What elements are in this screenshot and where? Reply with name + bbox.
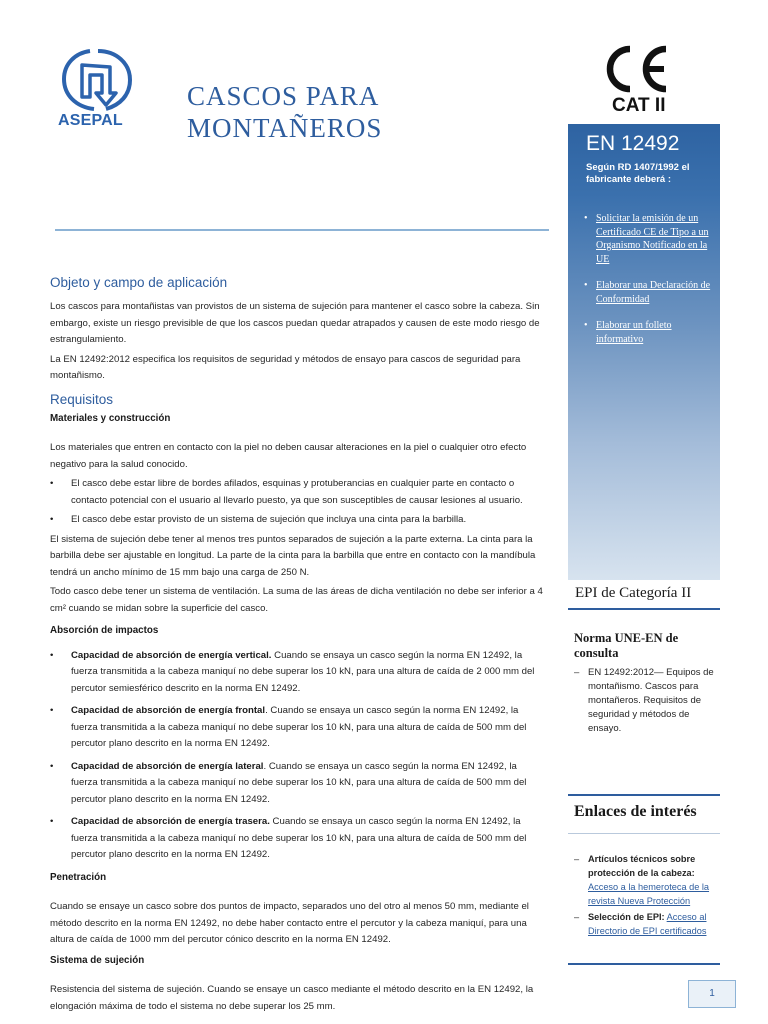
list-item: • El casco debe estar libre de bordes afilados, esquinas y protuberancias en cualquier parte en contacto o contacto potencial con el usuario al llevarlo puesto, ya que son susceptibles de causar lesiones al usuario. [50,476,545,509]
standard-title: EN 12492 [586,132,680,155]
list-item [50,703,545,753]
norma-item: – EN 12492:2012— Equipos de montañismo. Cascos para montañeros. Requisitos de seguridad y métodos de ensayo. [574,666,724,736]
materiales-paragraph-1: Los materiales que entren en contacto con la piel no deben causar alteraciones en la piel o cualquier otro efecto negativo para la salud conocido. [50,442,527,470]
objeto-paragraph-1: Los cascos para montañistas van provistos de un sistema de sujeción para mantener el casco sobre la cabeza. Sin embargo, existe un riesgo previsible de que los cascos puedan quedar atrapados y causen de este modo riesgo de estrangulamiento. [50,301,540,345]
absorcion-heading: Absorción de impactos [50,625,159,636]
title-line-1: CASCOS PARA [187,81,380,111]
penetracion-paragraph: Cuando se ensaye un casco sobre dos puntos de impacto, separados uno del otro al menos 50 mm, mediante el método descrito en la norma EN 12492, no debe haber contacto entre el percutor y la cabeza maniquí, para una altura de caída de 1000 mm del percutor cónico descrito en la norma EN 12492. [50,901,529,945]
sujecion-paragraph: Resistencia del sistema de sujeción. Cuando se ensaye un casco mediante el método descrito en la EN 12492, la elongación máxima de todo el sistema no debe superar los 25 mm. [50,984,534,1012]
obligation-link[interactable]: Solicitar la emisión de un Certificado CE de Tipo a un Organismo Notificado en la UE [596,213,709,265]
enlace-label: Artículos técnicos sobre protección de la cabeza: [588,854,696,878]
obligation-link[interactable]: Elaborar una Declaración de Conformidad [596,280,711,305]
list-item: • El casco debe estar provisto de un sistema de sujeción que incluya una cinta para la barbilla. [50,512,545,529]
bullet-title: Capacidad de absorción de energía lateral [71,760,264,772]
manufacturer-obligations-list [582,212,718,359]
asepal-logo-icon [58,47,138,113]
list-item[interactable] [582,319,718,346]
spacer [50,433,545,440]
list-item [574,910,724,938]
bullet-title: Capacidad de absorción de energía trasera. [71,816,270,827]
list-item [50,814,545,864]
enlaces-heading: Enlaces de interés [574,803,697,820]
materiales-heading: Materiales y construcción [50,412,171,424]
logo-text: ASEPAL [58,112,123,129]
materiales-paragraph-3: Todo casco debe tener un sistema de ventilación. La suma de las áreas de dicha ventilación no debe ser inferior a 4 cm² cuando se midan sobre la superficie del casco. [50,586,543,614]
bullet-text: . Cuando se ensaya un casco según la norma EN 12492, la fuerza transmitida a la cabeza maniquí no debe superar los 10 kN, para una altura de caída de 500 mm del percutor plano descrito en la norma EN 12492. [71,705,527,749]
sidebar-subtitle: Según RD 1407/1992 el fabricante deberá : [586,162,690,185]
spacer [50,975,545,982]
bullet-title: Capacidad de absorción de energía frontal [71,705,266,716]
enlaces-list [574,852,724,940]
bullet-title: Capacidad de absorción de energía vertical. [71,649,272,661]
norma-heading: Norma UNE-EN de consulta [574,631,679,660]
enlaces-bottom-rule [568,963,720,965]
list-item [50,759,545,809]
bullet-text: Cuando se ensaya un casco según la norma EN 12492, la fuerza transmitida a la cabeza maniquí no debe superar los 10 kN, para una altura de caída de 2 000 mm del percutor semiesférico descrito en la norma EN 12492. [71,649,535,694]
enlaces-top-rule [568,794,720,796]
ce-mark-icon [600,43,670,95]
spacer [50,892,545,899]
objeto-paragraph-2: La EN 12492:2012 especifica los requisitos de seguridad y métodos de ensayo para cascos de seguridad para montañismo. [50,353,521,381]
header-divider [55,229,549,231]
main-content [50,270,545,1018]
norma-list [574,666,724,736]
directorio-link[interactable]: Acceso al Directorio de EPI certificados [588,912,707,936]
penetracion-heading: Penetración [50,871,107,883]
list-item [50,648,545,698]
epi-category: EPI de Categoría II [575,585,692,601]
asepal-logo [58,47,138,135]
page-number: 1 [688,980,736,1008]
sujecion-heading: Sistema de sujeción [50,954,145,966]
enlaces-divider [568,833,720,834]
bullet-text: . Cuando se ensaya un casco según la norma EN 12492, la fuerza transmitida a la cabeza maniquí no debe superar los 10 kN, para una altura de caída de 500 mm del percutor plano descrito en la norma EN 12492. [71,760,527,805]
enlace-label: Selección de EPI: [588,912,665,922]
category-badge: CAT II [612,95,666,116]
requirements-sidebar [568,124,720,580]
obligation-link[interactable]: Elaborar un folleto informativo [596,320,672,345]
list-item [574,852,724,908]
requisitos-heading: Requisitos [50,391,114,407]
page-title [187,80,382,144]
list-item[interactable] [582,212,718,266]
list-item[interactable] [582,279,718,306]
bullet-text: Cuando se ensaya un casco según la norma EN 12492, la fuerza transmitida a la cabeza maniquí no debe superar los 10 kN, para una altura de caída de 500 mm del percutor plano descrito en la norma EN 12492. [71,816,527,860]
objeto-heading: Objeto y campo de aplicación [50,275,228,290]
hemeroteca-link[interactable]: Acceso a la hemeroteca de la revista Nueva Protección [588,882,710,906]
title-line-2: MONTAÑEROS [187,113,383,143]
materiales-paragraph-2: El sistema de sujeción debe tener al menos tres puntos separados de sujeción a la parte externa. La cinta para la barbilla debe ser ajustable en longitud. La parte de la cinta para la barbilla que entre en contacto con la mandíbula tendrá un ancho mínimo de 15 mm bajo una carga de 250 N. [50,533,536,578]
